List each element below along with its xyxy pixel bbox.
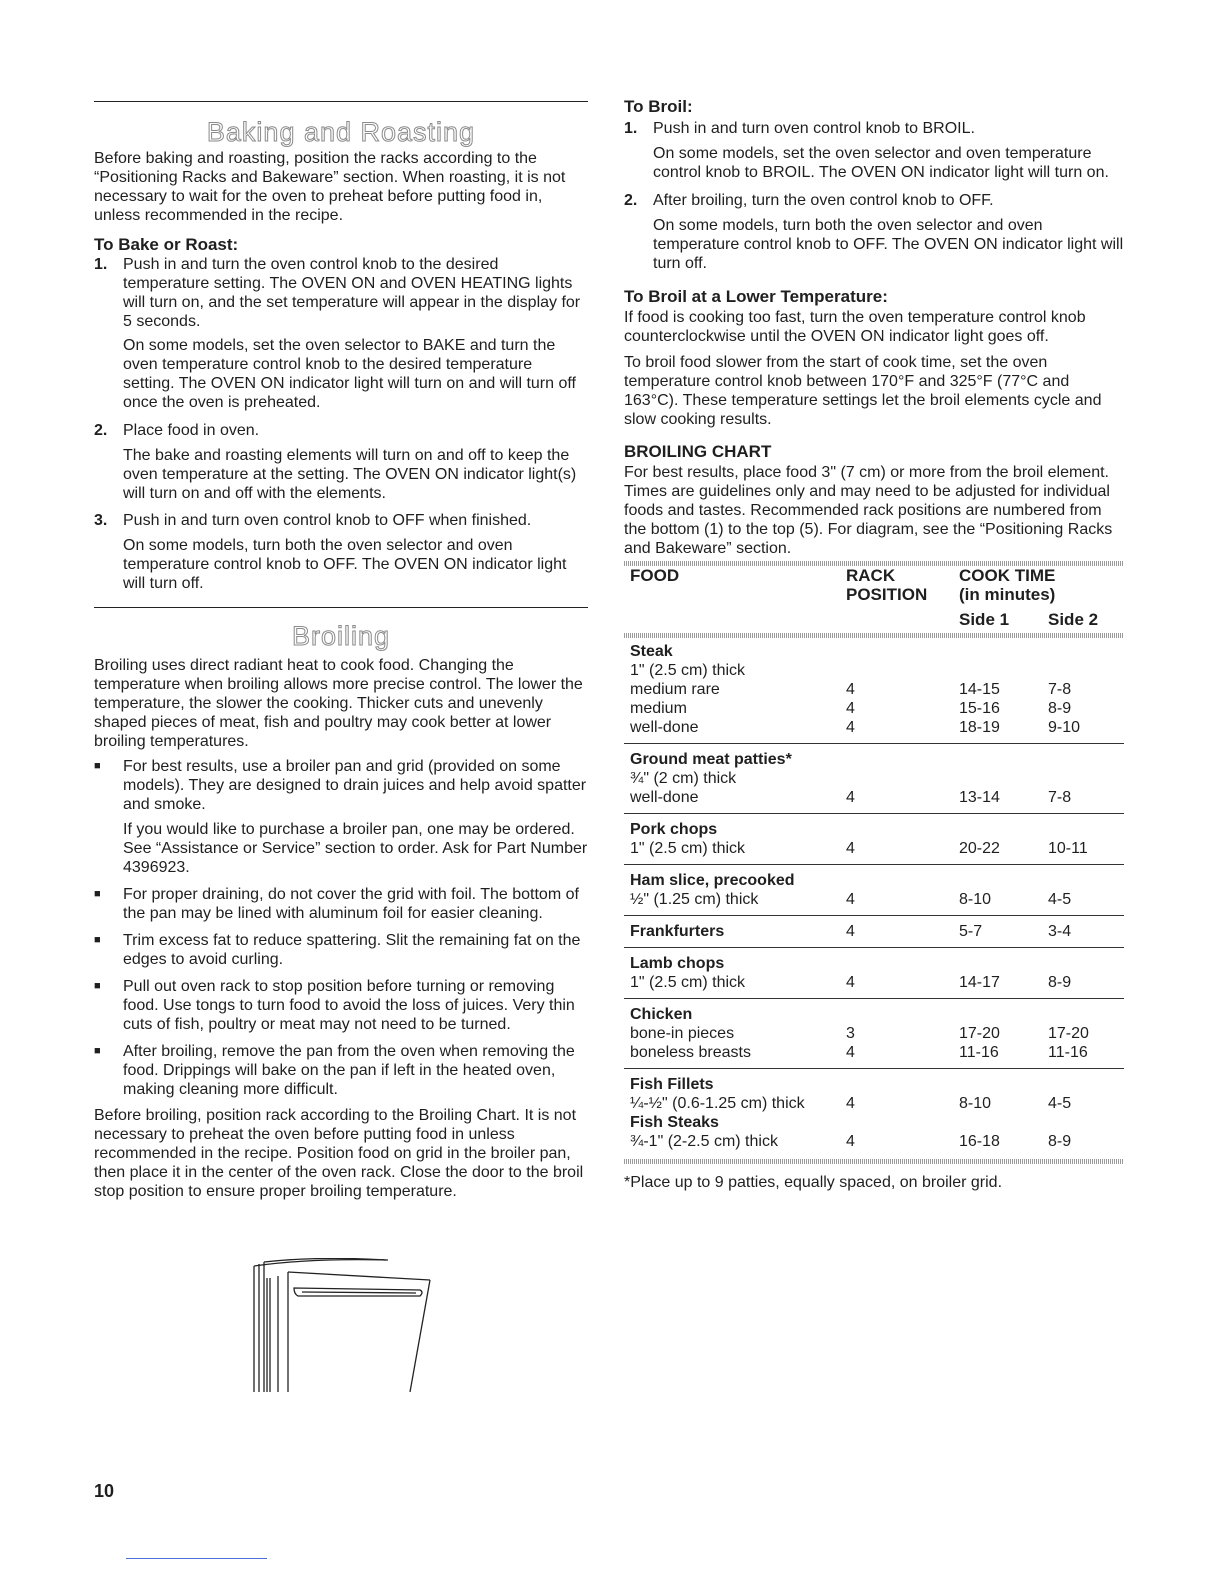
- cook-time-side-2: [1048, 769, 1124, 788]
- cook-time-side-1: [959, 999, 1048, 1025]
- rack-position: 4: [846, 789, 855, 806]
- step-number: 2.: [94, 422, 108, 439]
- food-cut: well-done: [630, 719, 699, 736]
- food-cut: ½" (1.25 cm) thick: [630, 891, 759, 908]
- rack-position: 4: [846, 1133, 855, 1150]
- cook-time-side-1: 5-7: [959, 916, 1048, 948]
- lower-temp-p2: To broil food slower from the start of cook time, set the oven temperature control knob between 170°F and 325°F (77°C and 163°C). These temperature settings let the broil elements cycle and slow cooking results.: [624, 354, 1102, 428]
- chart-item-row: [624, 699, 1124, 718]
- step-number: 3.: [94, 512, 108, 529]
- chart-group-row: [624, 814, 1124, 840]
- rack-position: 4: [846, 719, 855, 736]
- cook-time-side-1: 20-22: [959, 840, 1000, 857]
- bullet-icon: ■: [94, 1045, 101, 1057]
- cook-time-side-1: 14-15: [959, 681, 1000, 698]
- rack-position: [846, 948, 959, 974]
- step-text: After broiling, turn the oven control knob to OFF.: [653, 192, 994, 209]
- section-divider: [94, 607, 588, 608]
- food-cut: ¾-1" (2-2.5 cm) thick: [630, 1133, 778, 1150]
- chart-item-row: [624, 1043, 1124, 1069]
- food-name: Chicken: [624, 999, 846, 1025]
- chart-group-row: [624, 948, 1124, 974]
- cook-time-side-2: [1048, 744, 1124, 770]
- broiling-tip: [94, 931, 588, 969]
- broiling-chart-table: [624, 566, 1124, 1157]
- rack-position: 4: [846, 974, 855, 991]
- cook-time-side-2: 9-10: [1048, 719, 1081, 736]
- bullet-icon: ■: [94, 888, 101, 900]
- cook-time-side-2: 3-4: [1048, 916, 1124, 948]
- chart-group-row: [624, 638, 1124, 661]
- step-text: Push in and turn oven control knob to BROIL.: [653, 120, 975, 137]
- baking-section-title: Baking and Roasting: [206, 117, 476, 147]
- chart-header-row: [624, 566, 1124, 585]
- food-cut: well-done: [630, 789, 699, 806]
- rack-position: 4: [846, 681, 855, 698]
- cook-time-side-1: 15-16: [959, 700, 1000, 717]
- baking-intro: Before baking and roasting, position the racks according to the “Positioning Racks and Bakeware” section. When roasting, it is not necessary to wait for the oven to preheat before putting food in, unless recommended in the recipe.: [94, 150, 566, 224]
- food-cut: bone-in pieces: [630, 1025, 735, 1042]
- cook-time-side-2: 7-8: [1048, 789, 1072, 806]
- cook-time-side-1: 17-20: [959, 1025, 1000, 1042]
- chart-item-row: [624, 1132, 1124, 1157]
- chart-item-row: [624, 890, 1124, 916]
- step-note: On some models, set the oven selector and oven temperature control knob to BROIL. The OVEN ON indicator light will turn on.: [653, 145, 1109, 181]
- broiling-chart-intro: For best results, place food 3" (7 cm) or more from the broil element. Times are guidelines only and may need to be adjusted for individual foods and tastes. Recommended rack positions are numbered from the bottom (1) to the top (5). For diagram, see the “Positioning Racks and Bakeware” section.: [624, 464, 1113, 557]
- bake-steps: [94, 255, 588, 593]
- cook-time-side-2: [1048, 865, 1124, 891]
- bake-roast-subhead: To Bake or Roast:: [94, 235, 239, 254]
- food-name: Frankfurters: [624, 916, 846, 948]
- cook-time-side-2: 17-20: [1048, 1025, 1089, 1042]
- cook-time-side-2: 10-11: [1048, 840, 1088, 857]
- rack-position: [846, 744, 959, 770]
- step-note: On some models, turn both the oven selector and oven temperature control knob to OFF. The OVEN ON indicator light will turn off.: [653, 217, 1124, 272]
- broiling-tip: [94, 1042, 588, 1099]
- food-name: Pork chops: [624, 814, 846, 840]
- broil-step-1: [624, 119, 1124, 138]
- cook-time-side-1: 11-16: [959, 1044, 999, 1061]
- broiling-tip: [94, 885, 588, 923]
- cook-time-side-2: [1048, 1113, 1124, 1132]
- bake-step-3: [94, 511, 588, 530]
- cook-time-side-1: [959, 814, 1048, 840]
- header-position: POSITION: [846, 585, 928, 604]
- cook-time-side-2: 4-5: [1048, 891, 1072, 908]
- broiling-tip: [94, 977, 588, 1034]
- oven-door-illustration: [250, 1258, 440, 1394]
- chart-item-row: [624, 788, 1124, 814]
- chart-bottom-border: [624, 1159, 1124, 1164]
- tip-text: Pull out oven rack to stop position before turning or removing food. Use tongs to turn food to avoid the loss of juices. Very thin cuts of fish, poultry or meat may not need to be turned.: [123, 978, 575, 1033]
- broil-step-2: [624, 191, 1124, 210]
- header-cook-time: COOK TIME: [959, 566, 1056, 585]
- cook-time-side-1: [959, 1113, 1048, 1132]
- header-food: FOOD: [630, 566, 680, 585]
- step-note: On some models, set the oven selector to BAKE and turn the oven temperature control knob to the desired temperature setting. The OVEN ON indicator light will turn on and will turn off once the oven is preheated.: [123, 337, 576, 411]
- rack-position: [846, 638, 959, 661]
- cook-time-side-1: [959, 769, 1048, 788]
- food-name: Ground meat patties*: [624, 744, 846, 770]
- header-side-1: Side 1: [959, 610, 1010, 629]
- food-name: Lamb chops: [624, 948, 846, 974]
- header-in-minutes: (in minutes): [959, 585, 1056, 604]
- tip-note: If you would like to purchase a broiler pan, one may be ordered. See “Assistance or Service” section to order. Ask for Part Number 4396923.: [123, 821, 588, 876]
- chart-group-row: [624, 999, 1124, 1025]
- lower-temp-subhead: To Broil at a Lower Temperature:: [624, 287, 888, 306]
- cook-time-side-2: [1048, 999, 1124, 1025]
- cook-time-side-1: 14-17: [959, 974, 1000, 991]
- rack-position: [846, 1069, 959, 1095]
- rack-position: [846, 1113, 959, 1132]
- step-number: 1.: [94, 256, 108, 273]
- bottom-link-line: [126, 1558, 267, 1559]
- header-side-2: Side 2: [1048, 610, 1099, 629]
- bullet-icon: ■: [94, 934, 101, 946]
- bake-step-1: [94, 255, 588, 331]
- rack-position: 4: [846, 840, 855, 857]
- section-divider: [94, 101, 588, 102]
- cook-time-side-1: [959, 948, 1048, 974]
- cook-time-side-2: 11-16: [1048, 1044, 1088, 1061]
- chart-item-row: [624, 1024, 1124, 1043]
- rack-position: 4: [846, 1095, 855, 1112]
- food-cut: medium rare: [630, 681, 720, 698]
- broiling-tip: [94, 757, 588, 814]
- chart-group-row: [624, 1069, 1124, 1095]
- tip-text: Trim excess fat to reduce spattering. Slit the remaining fat on the edges to avoid curling.: [123, 932, 581, 968]
- tip-text: After broiling, remove the pan from the oven when removing the food. Drippings will bake on the pan if left in the heated oven, making cleaning more difficult.: [123, 1043, 575, 1098]
- cook-time-side-1: [959, 865, 1048, 891]
- rack-position: [846, 814, 959, 840]
- rack-position: [846, 661, 959, 680]
- page-number: 10: [94, 1481, 115, 1501]
- tip-text: For best results, use a broiler pan and grid (provided on some models). They are designed to drain juices and help avoid spatter and smoke.: [123, 758, 587, 813]
- step-number: 1.: [624, 120, 638, 137]
- food-cut: boneless breasts: [630, 1044, 751, 1061]
- rack-position: 3: [846, 1025, 855, 1042]
- bullet-icon: ■: [94, 760, 101, 772]
- broiling-section-title: Broiling: [291, 621, 391, 651]
- cook-time-side-1: [959, 638, 1048, 661]
- broiling-intro: Broiling uses direct radiant heat to cook food. Changing the temperature when broiling allows more precise control. The lower the temperature, the slower the cooking. Thicker cuts and unevenly shaped pieces of meat, fish and poultry may cook better at lower broiling temperatures.: [94, 657, 583, 750]
- cook-time-side-1: [959, 744, 1048, 770]
- tip-text: For proper draining, do not cover the grid with foil. The bottom of the pan may be lined with aluminum foil for easier cleaning.: [123, 886, 579, 922]
- chart-item-row: [624, 1094, 1124, 1113]
- cook-time-side-2: [1048, 814, 1124, 840]
- cook-time-side-2: [1048, 661, 1124, 680]
- chart-item-row: [624, 661, 1124, 680]
- cook-time-side-2: 8-9: [1048, 1133, 1072, 1150]
- cook-time-side-1: 8-10: [959, 1095, 992, 1112]
- cook-time-side-2: 7-8: [1048, 681, 1072, 698]
- chart-body: [624, 638, 1124, 1157]
- food-name: Fish Steaks: [630, 1114, 719, 1131]
- chart-group-row: [624, 865, 1124, 891]
- lower-temp-p1: If food is cooking too fast, turn the oven temperature control knob counterclockwise until the OVEN ON indicator light goes off.: [624, 309, 1086, 345]
- bake-step-2: [94, 421, 588, 440]
- chart-group-row: [624, 744, 1124, 770]
- cook-time-side-1: [959, 1069, 1048, 1095]
- header-rack: RACK: [846, 566, 896, 585]
- chart-group-row: [624, 1113, 1124, 1132]
- rack-position: 4: [846, 700, 855, 717]
- cook-time-side-1: [959, 661, 1048, 680]
- cook-time-side-2: [1048, 948, 1124, 974]
- chart-group-row: [624, 916, 1124, 948]
- chart-item-row: [624, 973, 1124, 999]
- right-column: [624, 0, 1124, 1192]
- food-cut: 1" (2.5 cm) thick: [630, 840, 746, 857]
- step-note: On some models, turn both the oven selector and oven temperature control knob to OFF. The OVEN ON indicator light will turn off.: [123, 537, 567, 592]
- chart-item-row: [624, 839, 1124, 865]
- rack-position: 4: [846, 916, 959, 948]
- cook-time-side-1: 16-18: [959, 1133, 1000, 1150]
- broiling-closing: Before broiling, position rack according to the Broiling Chart. It is not necessary to preheat the oven before putting food in unless recommended in the recipe. Position food on grid in the broiler pan, then place it in the center of the oven rack. Close the door to the broil stop position to ensure proper broiling temperature.: [94, 1107, 584, 1200]
- cook-time-side-1: 13-14: [959, 789, 1000, 806]
- rack-position: [846, 769, 959, 788]
- food-cut: medium: [630, 700, 687, 717]
- chart-item-row: [624, 680, 1124, 699]
- food-cut: ¼-½" (0.6-1.25 cm) thick: [630, 1095, 805, 1112]
- chart-item-row: [624, 718, 1124, 744]
- cook-time-side-2: 4-5: [1048, 1095, 1072, 1112]
- step-text: Place food in oven.: [123, 422, 260, 439]
- broiling-chart-title: BROILING CHART: [624, 442, 772, 461]
- chart-item-row: [624, 769, 1124, 788]
- cook-time-side-2: 8-9: [1048, 974, 1072, 991]
- rack-position: 4: [846, 891, 855, 908]
- cook-time-side-1: 8-10: [959, 891, 992, 908]
- broil-steps: [624, 119, 1124, 273]
- to-broil-subhead: To Broil:: [624, 97, 693, 116]
- cook-time-side-2: [1048, 1069, 1124, 1095]
- rack-position: [846, 865, 959, 891]
- step-text: Push in and turn the oven control knob to the desired temperature setting. The OVEN ON and OVEN HEATING lights will turn on, and the set temperature will appear in the display for 5 seconds.: [123, 256, 581, 330]
- bullet-icon: ■: [94, 980, 101, 992]
- chart-footnote: *Place up to 9 patties, equally spaced, on broiler grid.: [624, 1174, 1003, 1191]
- food-name: Steak: [630, 643, 673, 660]
- food-name: Fish Fillets: [624, 1069, 846, 1095]
- step-note: The bake and roasting elements will turn on and off to keep the oven temperature at the setting. The OVEN ON indicator light(s) will turn on and off with the elements.: [123, 447, 577, 502]
- left-column: [94, 0, 588, 1201]
- step-text: Push in and turn oven control knob to OFF when finished.: [123, 512, 532, 529]
- rack-position: [846, 999, 959, 1025]
- rack-position: 4: [846, 1044, 855, 1061]
- food-cut: 1" (2.5 cm) thick: [630, 974, 746, 991]
- food-name: Ham slice, precooked: [624, 865, 846, 891]
- food-cut: 1" (2.5 cm) thick: [630, 662, 746, 679]
- cook-time-side-2: 8-9: [1048, 700, 1072, 717]
- broiling-tips-list: [94, 757, 588, 1099]
- cook-time-side-1: 18-19: [959, 719, 1000, 736]
- food-cut: ¾" (2 cm) thick: [630, 770, 737, 787]
- cook-time-side-2: [1048, 638, 1124, 661]
- step-number: 2.: [624, 192, 638, 209]
